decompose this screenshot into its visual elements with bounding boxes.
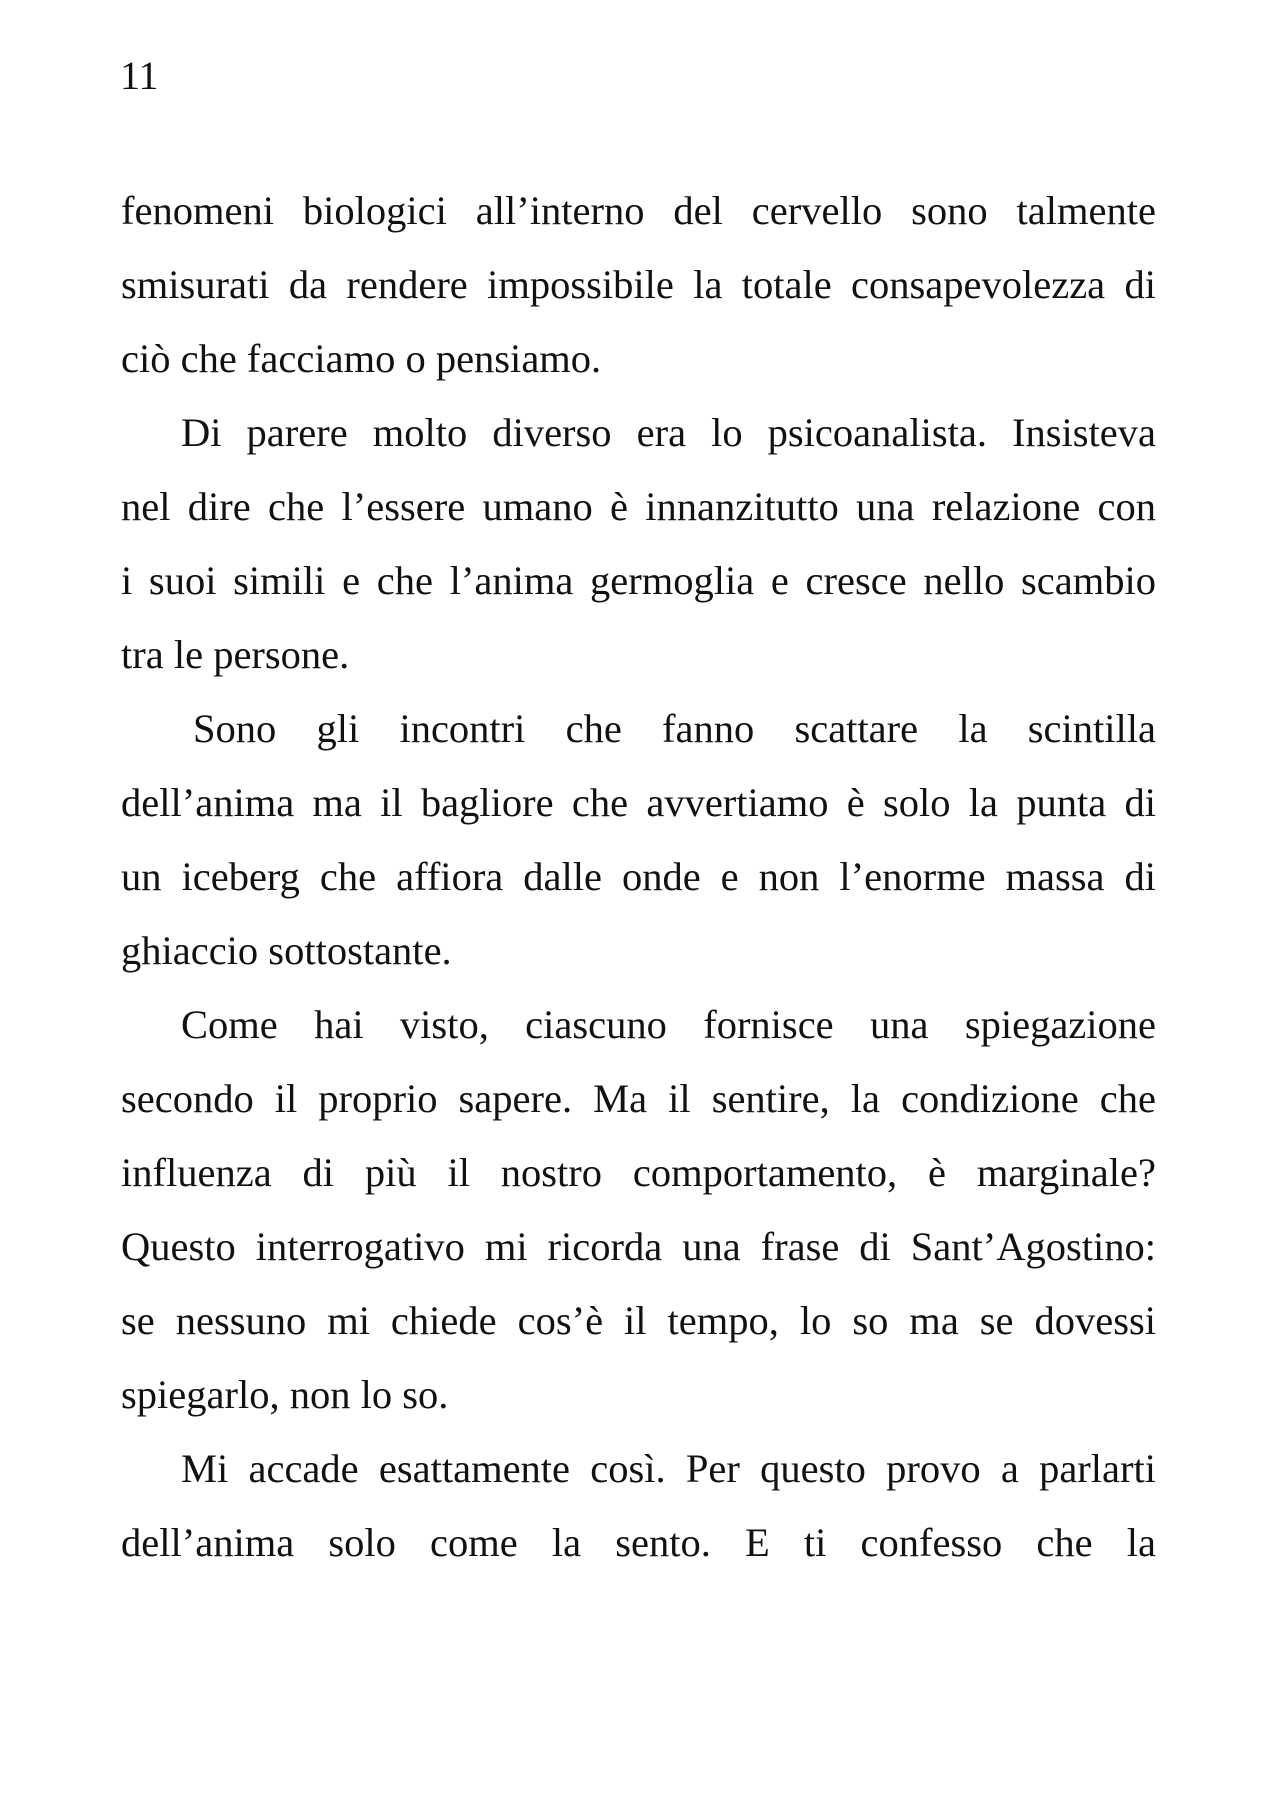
text-line: spiegarlo, non lo so. <box>121 1372 449 1417</box>
text-line: Di parere molto diverso era lo psicoanalista. Insisteva <box>181 410 1156 455</box>
body-text <box>121 174 1156 1580</box>
text-line: Sono gli incontri che fanno scattare la scintilla <box>193 706 1156 751</box>
text-line: tra le persone. <box>121 632 350 677</box>
text-line: dell’anima solo come la sento. E ti confesso che la <box>121 1520 1156 1565</box>
text-line: smisurati da rendere impossibile la totale consapevolezza di <box>121 262 1156 307</box>
text-line: ghiaccio sottostante. <box>121 928 452 973</box>
text-line: i suoi simili e che l’anima germoglia e cresce nello scambio <box>121 558 1156 603</box>
text-line: fenomeni biologici all’interno del cervello sono talmente <box>121 188 1156 233</box>
text-line: ciò che facciamo o pensiamo. <box>121 336 602 381</box>
page-number: 11 <box>120 53 159 98</box>
text-line: se nessuno mi chiede cos’è il tempo, lo so ma se dovessi <box>121 1298 1156 1343</box>
text-line: dell’anima ma il bagliore che avvertiamo è solo la punta di <box>121 780 1156 825</box>
text-line: Come hai visto, ciascuno fornisce una spiegazione <box>181 1002 1156 1047</box>
text-line: Mi accade esattamente così. Per questo provo a parlarti <box>181 1446 1156 1491</box>
text-line: un iceberg che affiora dalle onde e non l’enorme massa di <box>121 854 1156 899</box>
text-line: influenza di più il nostro comportamento, è marginale? <box>121 1150 1156 1195</box>
text-line: Questo interrogativo mi ricorda una frase di Sant’Agostino: <box>121 1224 1156 1269</box>
text-line: nel dire che l’essere umano è innanzitutto una relazione con <box>121 484 1156 529</box>
text-line: secondo il proprio sapere. Ma il sentire, la condizione che <box>121 1076 1156 1121</box>
